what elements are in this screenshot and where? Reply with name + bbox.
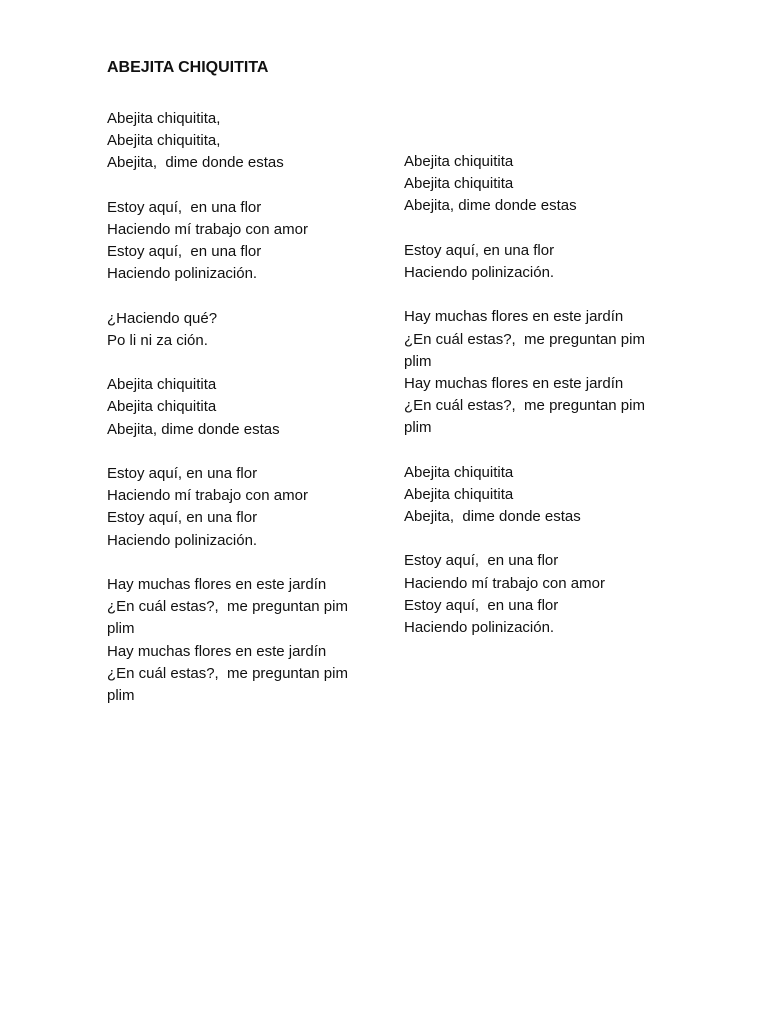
lyric-line: plim <box>107 620 135 638</box>
lyric-line: ¿En cuál estas?, me preguntan pim <box>404 397 645 415</box>
stanza-break <box>404 439 704 461</box>
lyrics-column-left <box>107 108 407 707</box>
lyric-line: Abejita chiquitita <box>404 463 514 481</box>
lyric-line: Haciendo polinización. <box>107 531 258 549</box>
lyric-line: Estoy aquí, en una flor <box>107 243 262 261</box>
lyric-line: Abejita chiquitita, <box>107 132 221 150</box>
lyric-line: Hay muchas flores en este jardín <box>107 642 327 660</box>
lyric-line: Haciendo mí trabajo con amor <box>107 220 308 238</box>
lyric-line: Hay muchas flores en este jardín <box>404 308 624 326</box>
stanza-break <box>107 441 407 463</box>
lyric-line: ¿En cuál estas?, me preguntan pim <box>404 330 645 348</box>
lyric-line: Haciendo polinización. <box>404 263 555 281</box>
lyric-line: Hay muchas flores en este jardín <box>404 374 624 392</box>
stanza-break <box>107 175 407 197</box>
stanza-break <box>107 352 407 374</box>
lyric-line: Hay muchas flores en este jardín <box>107 575 327 593</box>
lyric-line: Abejita, dime donde estas <box>404 197 577 215</box>
lyric-line: Abejita chiquitita, <box>107 110 221 127</box>
lyric-line: Abejita, dime donde estas <box>107 420 280 438</box>
lyric-line: Po li ni za ción. <box>107 331 208 349</box>
lyric-line: Estoy aquí, en una flor <box>404 552 559 570</box>
lyric-line: Estoy aquí, en una flor <box>107 509 258 527</box>
lyric-line: ¿En cuál estas?, me preguntan pim <box>107 664 348 682</box>
lyric-line: Haciendo polinización. <box>404 618 555 636</box>
lyric-line: ¿Haciendo qué? <box>107 309 218 327</box>
lyric-line: plim <box>404 352 432 370</box>
lyric-line: ¿En cuál estas?, me preguntan pim <box>107 598 348 616</box>
stanza-break <box>404 528 704 550</box>
lyric-line: Abejita chiquitita <box>404 153 514 170</box>
lyric-line: Abejita, dime donde estas <box>404 508 581 525</box>
lyric-line: Estoy aquí, en una flor <box>404 596 559 614</box>
stanza-break <box>404 218 704 240</box>
song-title: ABEJITA CHIQUITITA <box>107 59 269 76</box>
stanza-break <box>404 284 704 306</box>
lyric-line: Estoy aquí, en una flor <box>404 241 555 259</box>
lyric-line: plim <box>404 419 432 437</box>
lyric-line: Haciendo mí trabajo con amor <box>107 487 308 505</box>
lyrics-column-right <box>404 151 704 639</box>
lyric-line: plim <box>107 686 135 704</box>
lyric-line: Estoy aquí, en una flor <box>107 465 258 482</box>
lyric-line: Abejita chiquitita <box>404 175 514 193</box>
lyric-line: Abejita chiquitita <box>404 485 514 503</box>
lyric-line: Abejita chiquitita <box>107 376 217 394</box>
stanza-break <box>107 286 407 308</box>
lyric-line: Haciendo polinización. <box>107 265 258 283</box>
lyric-line: Estoy aquí, en una flor <box>107 198 262 216</box>
lyric-line: Abejita, dime donde estas <box>107 154 284 172</box>
stanza-break <box>107 552 407 574</box>
lyric-line: Abejita chiquitita <box>107 398 217 416</box>
lyric-line: Haciendo mí trabajo con amor <box>404 574 605 592</box>
